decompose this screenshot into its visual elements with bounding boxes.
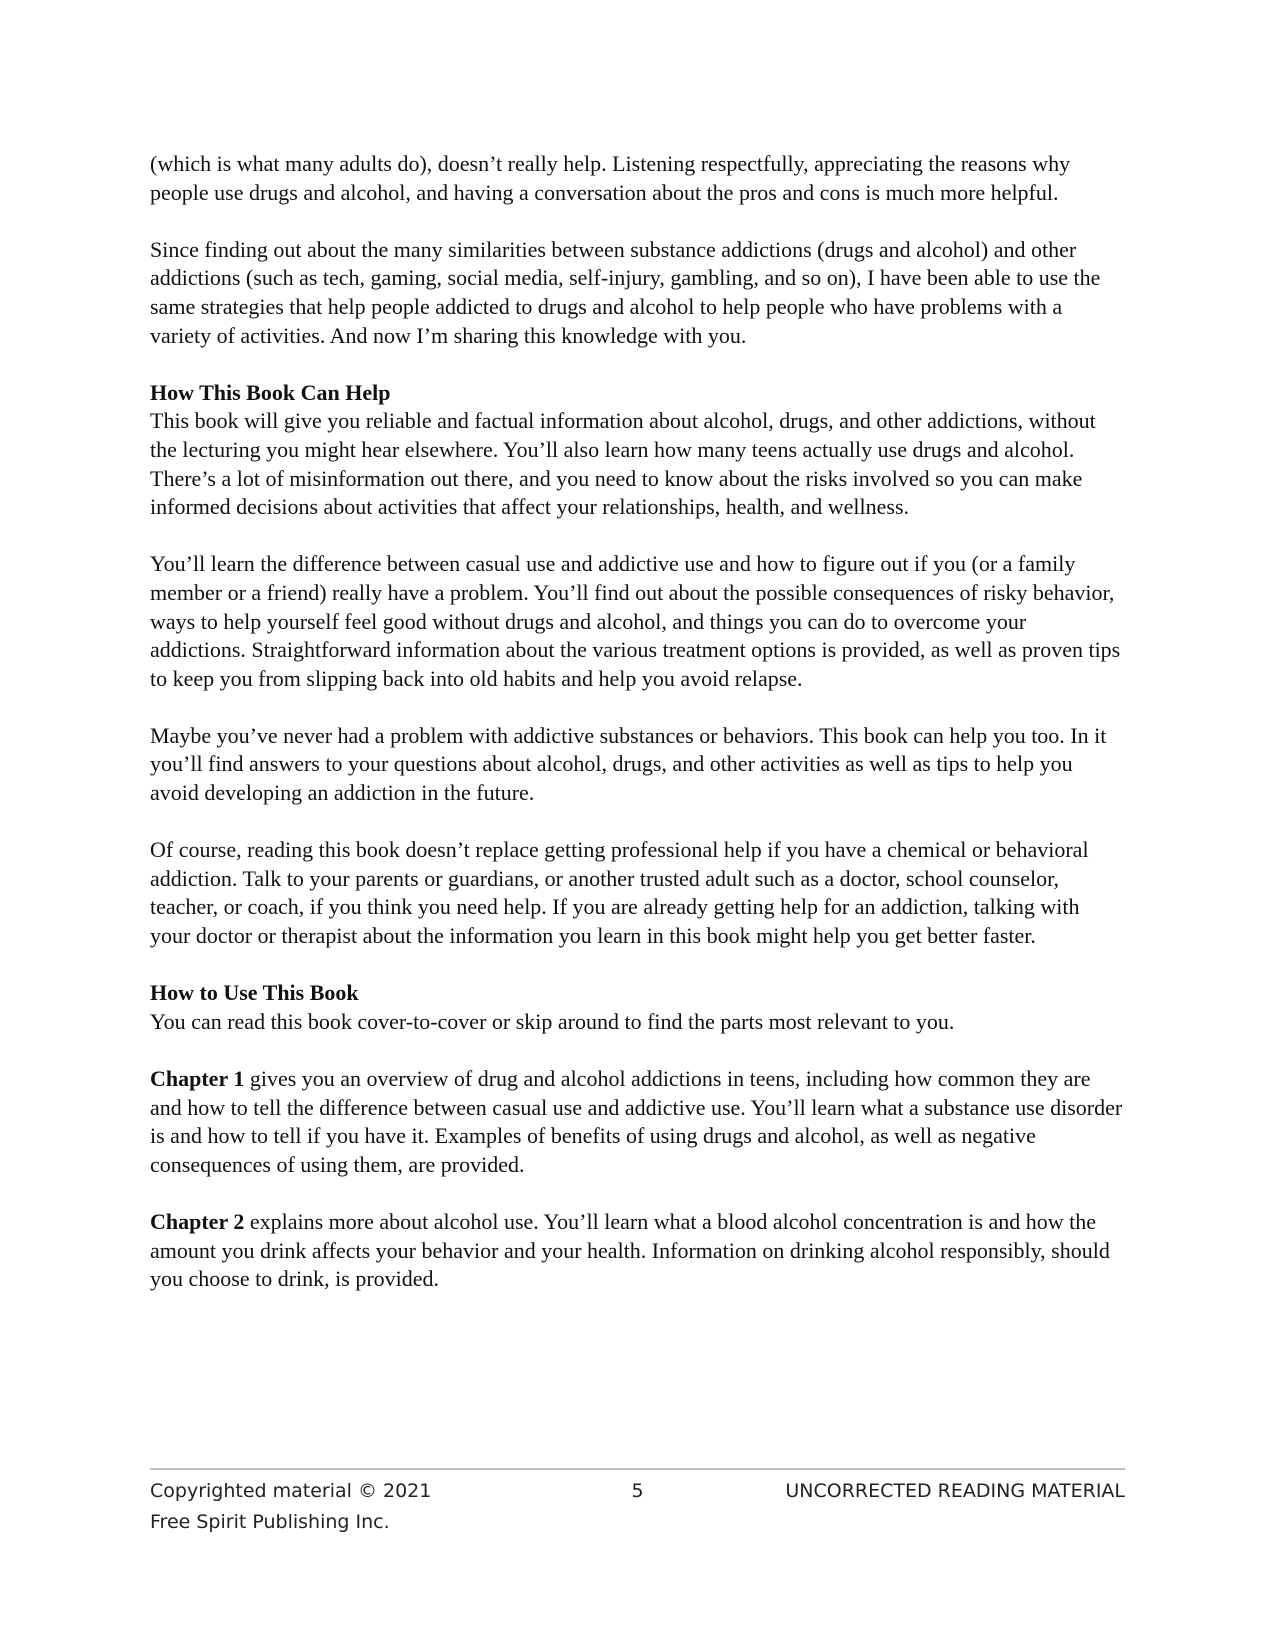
page-footer <box>150 1476 1125 1540</box>
footer-divider <box>150 1468 1125 1470</box>
paragraph-reliable-information: This book will give you reliable and factual information about alcohol, drugs, and other addictions, without the lecturing you might hear elsewhere. You’ll also learn how many teens actually use drugs and alcohol. There’s a lot of misinformation out there, and you need to know about the risks involved so you can make informed decisions about activities that affect your relationships, health, and wellness. <box>150 408 1096 520</box>
page-number: 5 <box>631 1480 644 1502</box>
chapter-2-description: explains more about alcohol use. You’ll learn what a blood alcohol concentration is and how the amount you drink affects your behavior and your health. Information on drinking alcohol responsibly, should you choose to drink, is provided. <box>150 1208 1110 1292</box>
paragraph-never-had-problem: Maybe you’ve never had a problem with addictive substances or behaviors. This book can help you too. In it you’ll find answers to your questions about alcohol, drugs, and other activities as well as tips to help you avoid developing an addiction in the future. <box>150 722 1107 806</box>
publisher-line: Free Spirit Publishing Inc. <box>150 1511 390 1533</box>
uncorrected-notice: UNCORRECTED READING MATERIAL <box>785 1480 1125 1502</box>
paragraph-professional-help: Of course, reading this book doesn’t replace getting professional help if you have a chemical or behavioral addiction. Talk to your parents or guardians, or another trusted adult such as a doctor, school counselor, teacher, or coach, if you think you need help. If you are already getting help for an addiction, talking with your doctor or therapist about the information you learn in this book might help you get better faster. <box>150 837 1089 949</box>
copyright-line: Copyrighted material © 2021 <box>150 1480 432 1502</box>
chapter-1-description: gives you an overview of drug and alcohol addictions in teens, including how common they are and how to tell the difference between casual use and addictive use. You’ll learn what a substance use disorder is and how to tell if you have it. Examples of benefits of using drugs and alcohol, as well as negative consequences of using them, are provided. <box>150 1066 1123 1177</box>
chapter-2-label: Chapter 2 <box>150 1208 245 1234</box>
chapter-1-label: Chapter 1 <box>150 1066 245 1091</box>
section-heading-how-this-book-can-help: How This Book Can Help <box>150 379 391 405</box>
paragraph-chapter-1 <box>150 1065 1125 1179</box>
section-heading-how-to-use-this-book: How to Use This Book <box>150 980 359 1006</box>
paragraph-chapter-2 <box>150 1208 1125 1294</box>
paragraph-casual-vs-addictive: You’ll learn the difference between casual use and addictive use and how to figure out if you (or a family member or a friend) really have a problem. You’ll find out about the possible consequences of risky behavior, ways to help yourself feel good without drugs and alcohol, and things you can do to overcome your addictions. Straightforward information about the various treatment options is provided, as well as proven tips to keep you from slipping back into old habits and help you avoid relapse. <box>150 551 1121 691</box>
page-body <box>150 150 1125 1322</box>
paragraph-read-cover-to-cover: You can read this book cover-to-cover or skip around to find the parts most relevant to you. <box>150 1008 955 1034</box>
paragraph-similarities: Since finding out about the many similarities between substance addictions (drugs and alcohol) and other addictions (such as tech, gaming, social media, self-injury, gambling, and so on), I have been able to use the same strategies that help people addicted to drugs and alcohol to help people who have problems with a variety of activities. And now I’m sharing this knowledge with you. <box>150 236 1101 348</box>
paragraph-listening: (which is what many adults do), doesn’t really help. Listening respectfully, appreciating the reasons why people use drugs and alcohol, and having a conversation about the pros and cons is much more helpful. <box>150 151 1071 205</box>
